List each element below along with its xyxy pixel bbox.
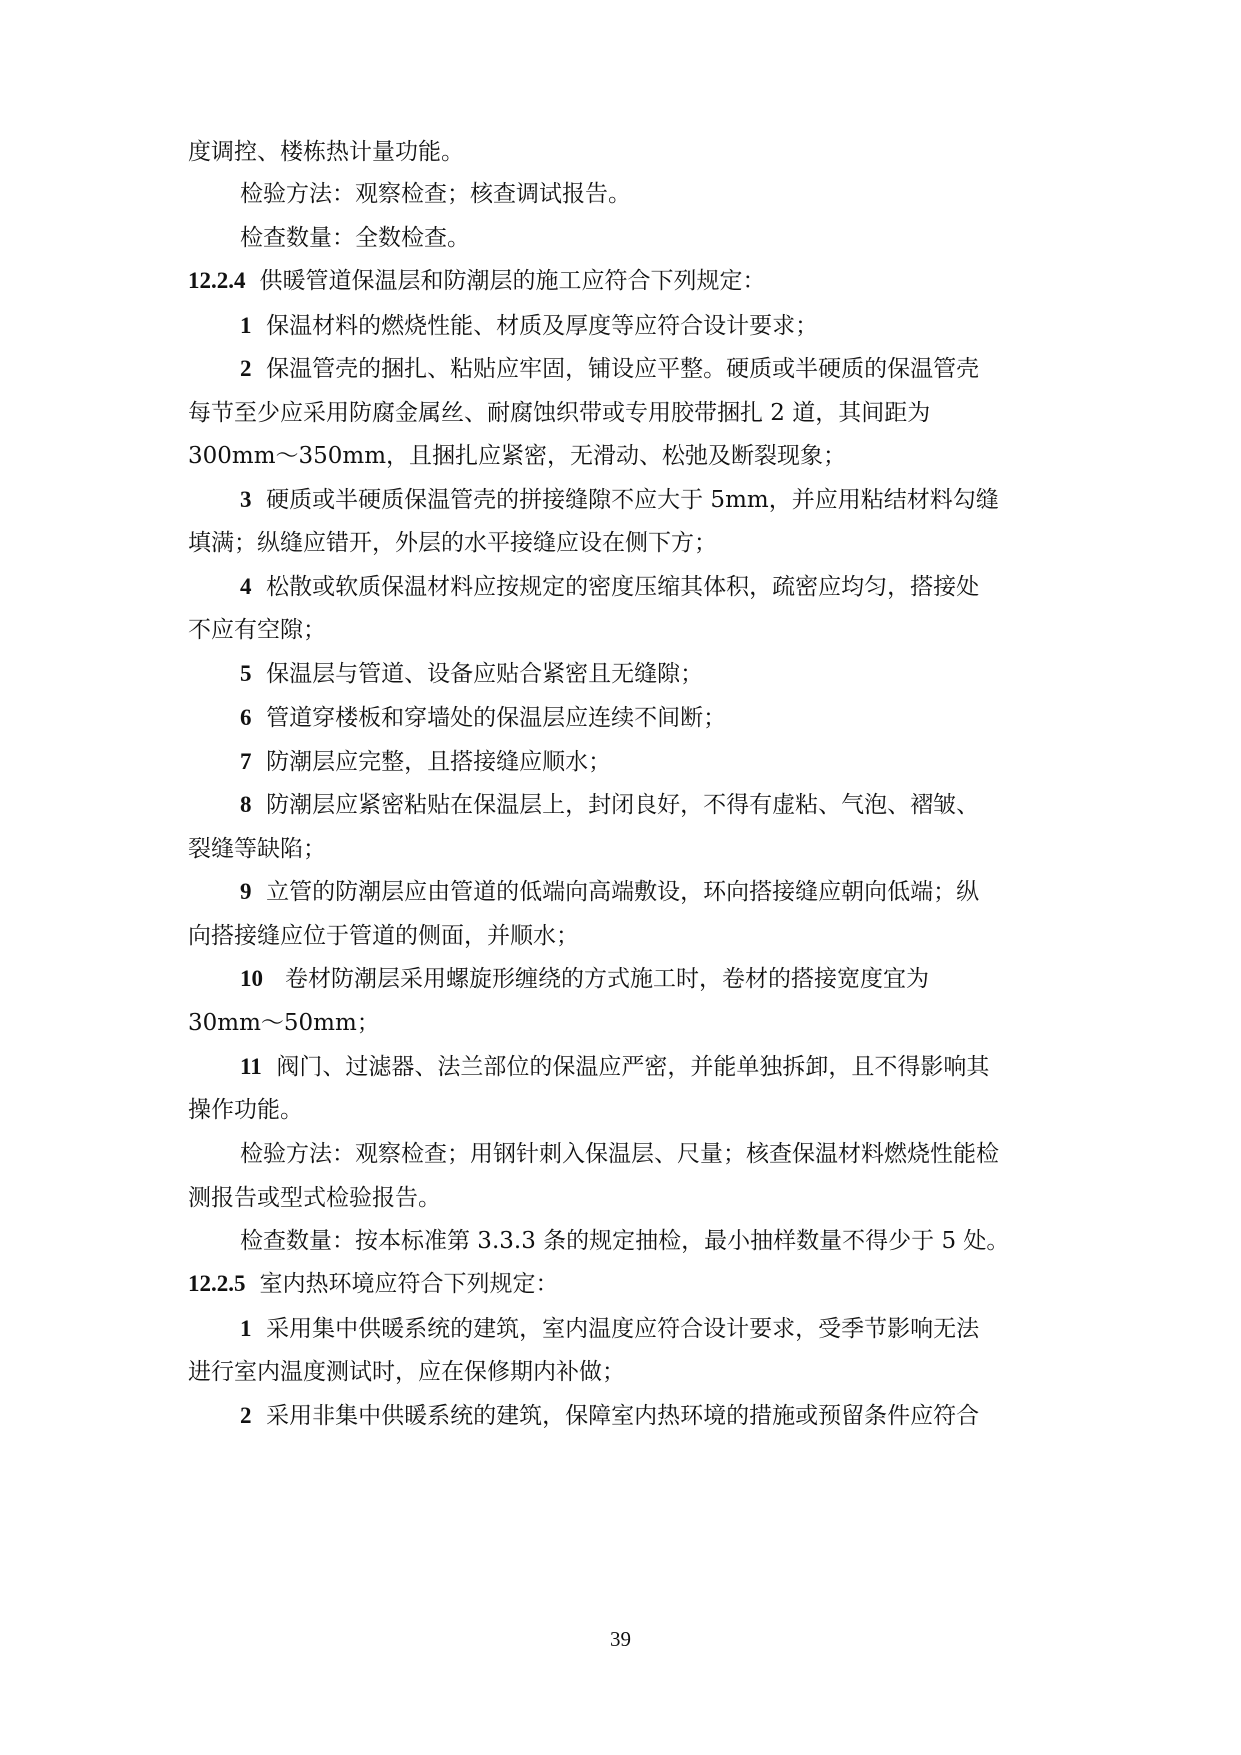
list-item: 2 保温管壳的捆扎、粘贴应牢固，铺设应平整。硬质或半硬质的保温管壳 (240, 356, 980, 382)
item-number: 2 (240, 1403, 252, 1428)
text-line: 300mm～350mm，且捆扎应紧密，无滑动、松弛及断裂现象； (188, 443, 847, 469)
text-line: 度调控、楼栋热计量功能。 (188, 139, 464, 165)
item-number: 10 (240, 966, 263, 991)
list-item: 10 卷材防潮层采用螺旋形缠绕的方式施工时，卷材的搭接宽度宜为 (240, 966, 929, 992)
section-number: 12.2.5 (188, 1271, 246, 1296)
item-number: 2 (240, 356, 252, 381)
list-item: 8 防潮层应紧密粘贴在保温层上，封闭良好，不得有虚粘、气泡、褶皱、 (240, 792, 980, 818)
text-line: 30mm～50mm； (188, 1010, 380, 1036)
item-number: 7 (240, 749, 252, 774)
item-number: 9 (240, 879, 252, 904)
text-line: 检验方法：观察检查；用钢针刺入保温层、尺量；核查保温材料燃烧性能检 (240, 1141, 999, 1167)
section-heading: 12.2.4 供暖管道保温层和防潮层的施工应符合下列规定： (188, 268, 766, 294)
list-item: 9 立管的防潮层应由管道的低端向高端敷设，环向搭接缝应朝向低端；纵 (240, 879, 980, 905)
item-number: 11 (240, 1054, 262, 1079)
item-number: 1 (240, 1316, 252, 1341)
item-number: 8 (240, 792, 252, 817)
item-number: 6 (240, 705, 252, 730)
text-line: 裂缝等缺陷； (188, 836, 326, 862)
item-number: 4 (240, 574, 252, 599)
list-item: 6 管道穿楼板和穿墙处的保温层应连续不间断； (240, 705, 727, 731)
page-number: 39 (610, 1627, 631, 1651)
text-line: 不应有空隙； (188, 617, 326, 643)
list-item: 5 保温层与管道、设备应贴合紧密且无缝隙； (240, 661, 704, 687)
text-line: 向搭接缝应位于管道的侧面，并顺水； (188, 923, 579, 949)
text-line: 检验方法：观察检查；核查调试报告。 (240, 181, 631, 207)
list-item: 3 硬质或半硬质保温管壳的拼接缝隙不应大于 5mm，并应用粘结材料勾缝 (240, 487, 999, 513)
text-line: 检查数量：全数检查。 (240, 225, 470, 251)
list-item: 4 松散或软质保温材料应按规定的密度压缩其体积，疏密应均匀，搭接处 (240, 574, 980, 600)
text-line: 检查数量：按本标准第 3.3.3 条的规定抽检，最小抽样数量不得少于 5 处。 (240, 1228, 1010, 1254)
section-number: 12.2.4 (188, 268, 246, 293)
list-item: 1 采用集中供暖系统的建筑，室内温度应符合设计要求，受季节影响无法 (240, 1316, 980, 1342)
text-line: 进行室内温度测试时，应在保修期内补做； (188, 1359, 625, 1385)
item-number: 5 (240, 661, 252, 686)
item-number: 1 (240, 313, 252, 338)
list-item: 11 阀门、过滤器、法兰部位的保温应严密，并能单独拆卸，且不得影响其 (240, 1054, 990, 1080)
text-line: 每节至少应采用防腐金属丝、耐腐蚀织带或专用胶带捆扎 2 道，其间距为 (188, 400, 931, 426)
text-line: 测报告或型式检验报告。 (188, 1185, 441, 1211)
section-heading: 12.2.5 室内热环境应符合下列规定： (188, 1271, 559, 1297)
text-line: 操作功能。 (188, 1097, 303, 1123)
list-item: 7 防潮层应完整，且搭接缝应顺水； (240, 749, 612, 775)
list-item: 1 保温材料的燃烧性能、材质及厚度等应符合设计要求； (240, 313, 819, 339)
list-item: 2 采用非集中供暖系统的建筑，保障室内热环境的措施或预留条件应符合 (240, 1403, 980, 1429)
item-number: 3 (240, 487, 252, 512)
text-line: 填满；纵缝应错开，外层的水平接缝应设在侧下方； (188, 530, 717, 556)
